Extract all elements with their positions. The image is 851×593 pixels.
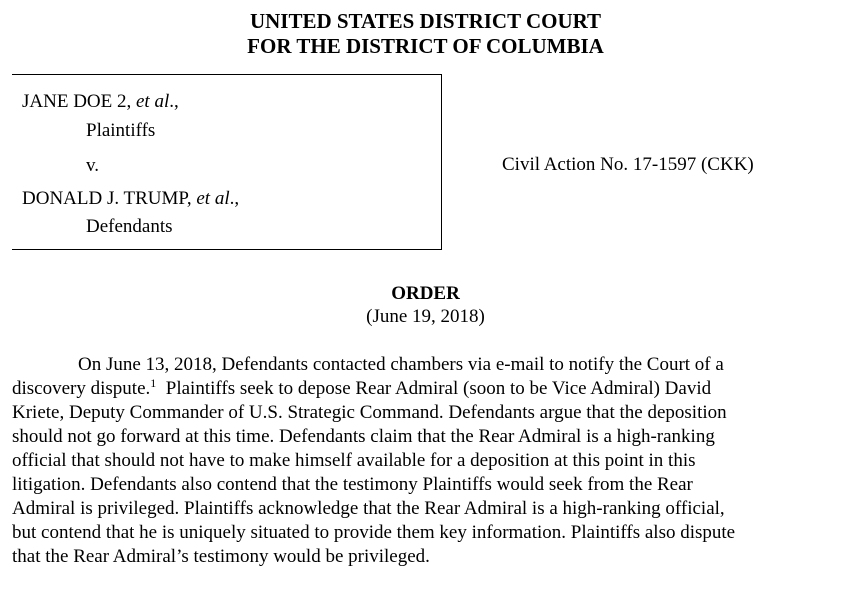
court-name-line-2: FOR THE DISTRICT OF COLUMBIA [247,34,604,58]
defendants-label: Defendants [86,216,173,237]
body-line-9: that the Rear Admiral’s testimony would be privileged. [12,546,430,567]
court-header [0,9,851,59]
order-title: ORDER [391,283,460,304]
order-date: (June 19, 2018) [366,306,485,327]
body-line-6: litigation. Defendants also contend that the testimony Plaintiffs would seek from the Rear [12,474,693,495]
body-line-1: On June 13, 2018, Defendants contacted chambers via e-mail to notify the Court of a [78,354,724,375]
defendant-et-al: et al [196,188,230,209]
body-line-7: Admiral is privileged. Plaintiffs acknowledge that the Rear Admiral is a high-ranking official, [12,498,725,519]
footnote-marker[interactable]: 1 [150,376,157,390]
civil-action-number: Civil Action No. 17-1597 (CKK) [502,154,754,175]
body-line-2 [12,378,711,400]
defendant-name [22,188,239,210]
body-line-8: but contend that he is uniquely situated to provide them key information. Plaintiffs also dispute [12,522,736,543]
plaintiff-name-text: JANE DOE 2, [22,91,136,112]
plaintiff-suffix: ., [169,91,179,112]
versus-label: v. [86,155,100,176]
defendant-name-text: DONALD J. TRUMP, [22,188,197,209]
court-name-line-1: UNITED STATES DISTRICT COURT [249,9,602,33]
body-line-3: Kriete, Deputy Commander of U.S. Strategic Command. Defendants argue that the deposition [12,402,727,423]
plaintiff-name [22,91,179,113]
plaintiffs-label: Plaintiffs [86,120,156,141]
body-line-4: should not go forward at this time. Defendants claim that the Rear Admiral is a high-ranking [12,426,715,447]
plaintiff-et-al: et al [136,91,170,112]
body-line-2-end: Plaintiffs seek to depose Rear Admiral (soon to be Vice Admiral) David [156,378,712,399]
body-line-2-start: discovery dispute. [12,378,151,399]
defendant-suffix: ., [229,188,240,209]
body-line-5: official that should not have to make himself available for a deposition at this point in this [12,450,696,471]
